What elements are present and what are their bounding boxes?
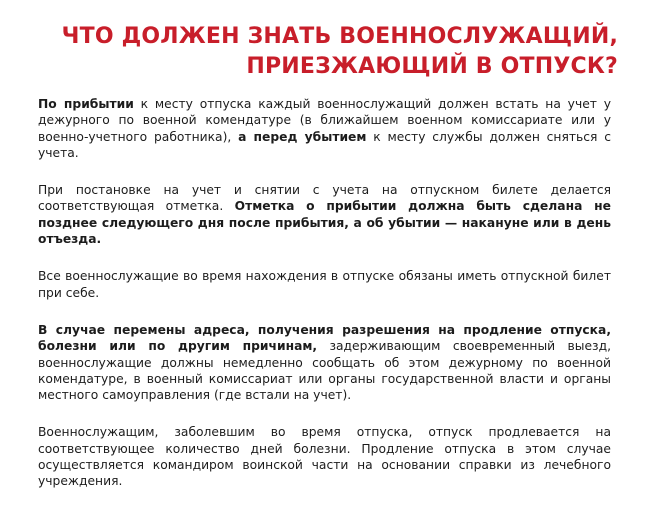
- body-text: Все военнослужащие во время нахождения в отпуске обязаны иметь отпускной билет при себе.: [38, 269, 611, 300]
- bold-text: По прибытии: [38, 97, 134, 111]
- title-line-2: ПРИЕЗЖАЮЩИЙ В ОТПУСК?: [246, 54, 618, 79]
- paragraph-arrival-registration: [38, 96, 611, 161]
- body-text: Военнослужащим, заболевшим во время отпуска, отпуск продлевается на соответствующее количество дней болезни. Продление отпуска в этом случае осуществляется командиром воинской части на основании справки из лечебного учреждения.: [38, 425, 611, 489]
- bold-text: а перед убытием: [238, 129, 367, 144]
- body-text: к месту службы должен сняться с учета.: [38, 129, 611, 160]
- paragraph-change-of-address: [38, 322, 611, 403]
- bold-text: Отметка о прибытии должна быть сделана не позднее следующего дня после прибытия, а об убытии — накануне или в день отъезда.: [38, 199, 611, 247]
- body-text: При постановке на учет и снятии с учета на отпускном билете делается соответствующая отметка.: [38, 183, 611, 214]
- bold-text: В случае перемены адреса, получения разрешения на продление отпуска, болезни или по другим причинам,: [38, 322, 611, 354]
- paragraph-ticket-mark: [38, 182, 611, 247]
- article-body: [38, 96, 611, 511]
- page-title: [40, 22, 618, 82]
- body-text: к месту отпуска каждый военнослужащий должен встать на учет у дежурного по военной комендатуре (в ближайшем военном комиссариате или у военно-учетного работника),: [38, 97, 611, 144]
- paragraph-illness-extension: [38, 424, 611, 489]
- title-line-1: ЧТО ДОЛЖЕН ЗНАТЬ ВОЕННОСЛУЖАЩИЙ,: [61, 24, 618, 49]
- paragraph-carry-ticket: [38, 268, 611, 301]
- body-text: задерживающим своевременный выезд, военнослужащие должны немедленно сообщать об этом дежурному по военной комендатуре, в военный комиссариат или органы государственной власти и органы местного самоуправления (где встали на учет).: [38, 339, 611, 403]
